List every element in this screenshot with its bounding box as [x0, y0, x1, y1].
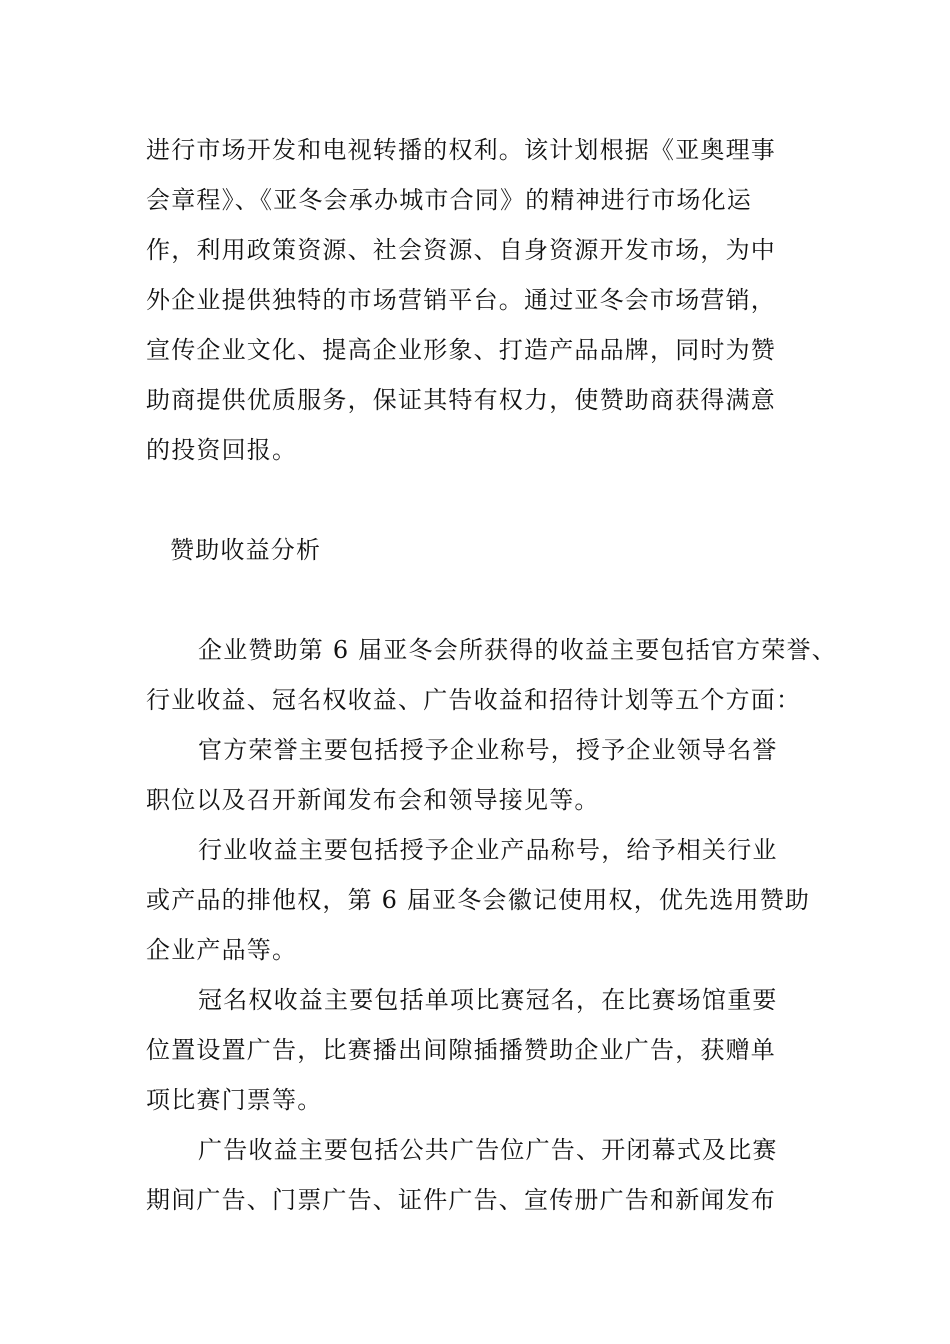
text-line: 冠名权收益主要包括单项比赛冠名，在比赛场馆重要	[198, 986, 778, 1014]
text-line: 项比赛门票等。	[146, 1086, 323, 1114]
text-line: 企业赞助第 6 届亚冬会所获得的收益主要包括官方荣誉、	[198, 636, 837, 664]
text-line: 作，利用政策资源、社会资源、自身资源开发市场，为中	[146, 236, 776, 264]
text-line: 外企业提供独特的市场营销平台。通过亚冬会市场营销，	[146, 286, 776, 314]
text-line: 期间广告、门票广告、证件广告、宣传册广告和新闻发布	[146, 1186, 776, 1214]
text-line: 职位以及召开新闻发布会和领导接见等。	[146, 786, 600, 814]
text-line: 进行市场开发和电视转播的权利。该计划根据《亚奥理事	[146, 136, 776, 164]
text-line: 会章程》、《亚冬会承办城市合同》的精神进行市场化运	[146, 186, 752, 214]
text-line: 或产品的排他权，第 6 届亚冬会徽记使用权，优先选用赞助	[146, 886, 811, 914]
text-line: 广告收益主要包括公共广告位广告、开闭幕式及比赛	[198, 1136, 778, 1164]
text-line: 宣传企业文化、提高企业形象、打造产品品牌，同时为赞	[146, 336, 776, 364]
text-line: 行业收益主要包括授予企业产品称号，给予相关行业	[198, 836, 778, 864]
text-line: 的投资回报。	[146, 436, 298, 464]
section-heading: 赞助收益分析	[170, 536, 322, 564]
text-line: 助商提供优质服务，保证其特有权力，使赞助商获得满意	[146, 386, 776, 414]
text-line: 位置设置广告，比赛播出间隙插播赞助企业广告，获赠单	[146, 1036, 776, 1064]
text-line: 企业产品等。	[146, 936, 298, 964]
text-line: 行业收益、冠名权收益、广告收益和招待计划等五个方面：	[146, 686, 802, 714]
text-line: 官方荣誉主要包括授予企业称号，授予企业领导名誉	[198, 736, 778, 764]
